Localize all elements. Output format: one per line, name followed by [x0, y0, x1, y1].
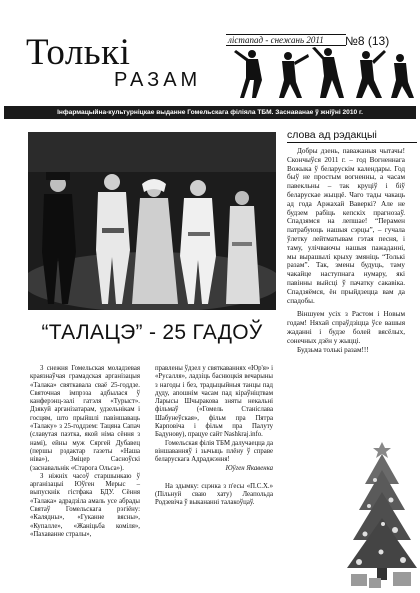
editorial-column	[287, 147, 405, 354]
article-paragraph: правлены ўдзел у святкаваннях «Юр'я» і «Русалля», ладзіць баснюцкія вечарыны з нагоды і без, традыцыйныя танцы пад дуду, апошнім часам пад кіраўніцтвам Ларысы Шчыракова зняты некальні фільмаў («Гомель Станіслава Шабунеўская», фільм пра Пятра Карповіча і фільм пра Палуту Бадунову), працуе сайт Nashkraj.info.	[155, 365, 273, 439]
article-paragraph: З ніжніх часоў старшынкаю ў арганізацыі Юўген Мерыс – выпускнік гістфака БДУ. Сёння «Талака» адрадзіла амаль усе абрады Святаў Гомельскага рэгіёну: «Калядны», «Гуканне вясны», «Купалле», «Жаніцьба коміля», «Пахаванне стралы»,	[30, 472, 140, 538]
editorial-paragraph: Віншуем усіх з Растом і Новым годам! Няхай спраўдзіцца ўсе вашыя жаданні і будзе болей вясёлых, сонечных дзён у жыцці.	[287, 310, 405, 345]
article-paragraph: 3 снежня Гомельская моладзевая краязнаўчая грамадская арганізацыя «Талака» святкавала сваё 25-годдзе. Святочная імпрэза адбылася ў канферэнц-залі гатэля «Турыст». Дзякуй арганізатарам, удзельнікам і госцям, што прыйшлі павіншаваць «Талаку» з 25-годдзем: Тацяна Сапач (славутая паэтка, якой німа сёння з намі), ейны муж Сяргей Дубавец (першы рэдактар газеты «Наша ніва»), Зміцер Сасноўскі (заснавальнік «Старога Ольса»).	[30, 365, 140, 472]
masthead-banner: Інфармацыйна-культурніцкае выданне Гомельскага філіяла ТБМ. Заснаванае ў жніўні 2010 г.	[4, 106, 416, 119]
christmas-tree-illustration	[345, 440, 419, 590]
editorial-paragraph: Добры дзень, паважаныя чытачы! Скончыўся 2011 г. – год Вогненнага Вожыка ў беларускім календары. Год быў не простым вогненны, а часам павекльны – так круціў і біў беларускае жыццё. Чаго тады чакаць ад года Аржахай Ваверкі? Але не будзем рабіць кепскіх прагнозаў. Спадзямся на лепшае! “Перамен патрабуюць нашыя сэрцы”, – гучала ўлетку лейтматывам гэтая песня, і таму, улічваючы нашыя пажаданні, мы вырашылі крыху змяніць “Толькі разам”. Так, змены будуць, таму чакайце наступнага нумару, які павінны выйсці ў пачатку сакавіка. Спадзяёмся, ён прыйдзецца вам да спадобы.	[287, 147, 405, 305]
newspaper-title-second-line: РАЗАМ	[114, 69, 202, 91]
editorial-heading: слова ад рэдакцыі	[287, 129, 377, 141]
article-headline: “ТАЛАЦЭ” - 25 ГАДОЎ	[41, 321, 263, 344]
editorial-paragraph: Будзьма толькі разам!!!	[297, 345, 369, 354]
dancing-silhouettes-illustration	[232, 46, 416, 100]
newspaper-title: Толькі	[26, 32, 131, 73]
article-paragraph: Гомельская філія ТБМ далучаецца да віншаванняў і зычыць плёну ў справе беларускага Адраджэння!	[155, 439, 273, 464]
photo-caption: На здымку: сцэнка з п'есы «П.С.Х.» (Пільнуй сваю хату) Леапольда Родзевіча ў выкананні талакоўцаў.	[155, 482, 273, 507]
theatre-scene-photo	[28, 132, 276, 310]
article-column-1	[30, 365, 140, 539]
issue-number: №8 (13)	[345, 34, 390, 48]
masthead	[0, 0, 420, 116]
article-signature: Юўген Якавенка	[225, 464, 273, 472]
editorial-divider	[287, 142, 417, 143]
issue-date: лістапад - снежань 2011	[226, 34, 346, 46]
article-column-2	[155, 365, 273, 508]
